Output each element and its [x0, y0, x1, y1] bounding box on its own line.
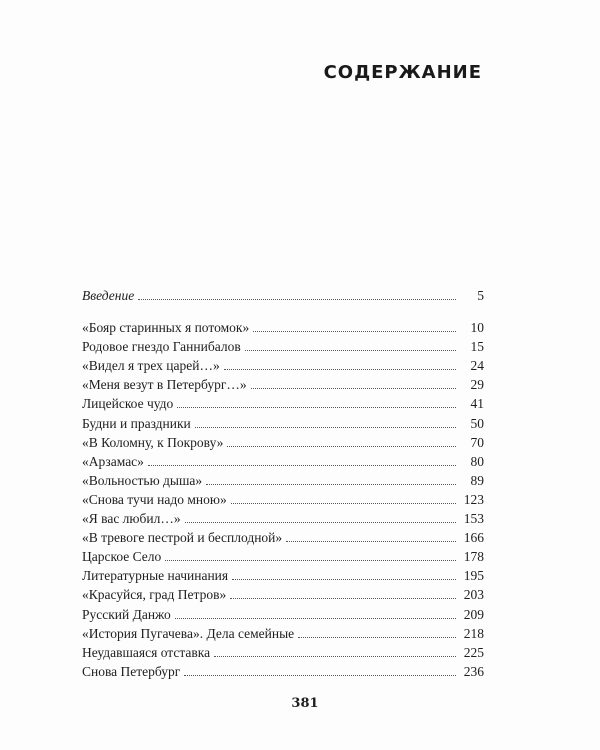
dot-leader: [245, 350, 456, 351]
toc-entry-label: «В Коломну, к Покрову»: [82, 434, 224, 450]
toc-entry-label: «Видел я трех царей…»: [82, 358, 220, 374]
toc-entry: [82, 605, 484, 624]
toc-entry-page: 70: [470, 434, 484, 450]
table-of-contents: [82, 286, 484, 681]
toc-entry-page: 41: [470, 396, 484, 412]
dot-leader: [253, 331, 456, 332]
toc-entry: [82, 356, 484, 375]
toc-entry: [82, 414, 484, 433]
toc-entry-page: 80: [470, 453, 484, 469]
toc-entry-page: 225: [463, 644, 484, 660]
dot-leader: [175, 618, 456, 619]
dot-leader: [231, 503, 456, 504]
dot-leader: [165, 560, 456, 561]
toc-entry: [82, 375, 484, 394]
toc-entry: [82, 318, 484, 337]
dot-leader: [138, 299, 456, 300]
toc-entry-label: «Я вас любил…»: [82, 511, 181, 527]
toc-entry-intro: [82, 286, 484, 305]
toc-entry-label: Снова Петербург: [82, 663, 181, 679]
toc-entry: [82, 528, 484, 547]
toc-entry-page: 153: [463, 511, 484, 527]
toc-entry: [82, 566, 484, 585]
toc-entry: [82, 433, 484, 452]
toc-entry-label: «Красуйся, град Петров»: [82, 587, 227, 603]
dot-leader: [298, 637, 456, 638]
dot-leader: [148, 465, 456, 466]
toc-entry-label: «Снова тучи надо мною»: [82, 491, 227, 507]
toc-entry-page: 178: [463, 549, 484, 565]
toc-entry-label: Лицейское чудо: [82, 396, 174, 412]
toc-entry-page: 123: [463, 491, 484, 507]
toc-entry-label: Введение: [82, 288, 135, 303]
toc-entry-page: 203: [463, 587, 484, 603]
dot-leader: [214, 656, 456, 657]
toc-entry-label: «Вольностью дыша»: [82, 472, 203, 488]
page-number: 381: [291, 696, 319, 711]
toc-entry-label: Литературные начинания: [82, 568, 229, 584]
toc-entry-label: Родовое гнездо Ганнибалов: [82, 339, 241, 355]
toc-entry-page: 10: [470, 320, 484, 336]
toc-entry: [82, 662, 484, 681]
toc-entry-page: 5: [477, 288, 484, 303]
toc-entry-label: Царское Село: [82, 549, 162, 565]
toc-entry: [82, 337, 484, 356]
toc-entry-label: Русский Данжо: [82, 606, 171, 622]
toc-entry-label: «Бояр старинных я потомок»: [82, 320, 250, 336]
toc-entry: [82, 394, 484, 413]
page-title: СОДЕРЖАНИЕ: [323, 62, 482, 83]
dot-leader: [251, 388, 456, 389]
toc-entry-label: «Арзамас»: [82, 453, 144, 469]
toc-entry-label: «Меня везут в Петербург…»: [82, 377, 247, 393]
dot-leader: [230, 598, 456, 599]
dot-leader: [232, 579, 456, 580]
dot-leader: [177, 407, 456, 408]
toc-entry-page: 236: [463, 663, 484, 679]
toc-entry-page: 89: [470, 472, 484, 488]
toc-entry-page: 166: [463, 530, 484, 546]
toc-entry: [82, 585, 484, 604]
toc-entry-page: 24: [470, 358, 484, 374]
toc-entry: [82, 643, 484, 662]
toc-entry-label: «В тревоге пестрой и бесплодной»: [82, 530, 283, 546]
toc-entry-page: 218: [463, 625, 484, 641]
toc-entry-label: «История Пугачева». Дела семейные: [82, 625, 295, 641]
toc-entry-label: Неудавшаяся отставка: [82, 644, 211, 660]
toc-entry-page: 195: [463, 568, 484, 584]
toc-entry-page: 29: [470, 377, 484, 393]
toc-entry: [82, 624, 484, 643]
toc-entry-label: Будни и праздники: [82, 415, 191, 431]
toc-entry-page: 209: [463, 606, 484, 622]
dot-leader: [185, 522, 456, 523]
dot-leader: [227, 446, 456, 447]
dot-leader: [195, 427, 456, 428]
toc-entry: [82, 490, 484, 509]
toc-entry: [82, 471, 484, 490]
toc-entry: [82, 509, 484, 528]
dot-leader: [286, 541, 456, 542]
dot-leader: [206, 484, 456, 485]
toc-entry: [82, 452, 484, 471]
dot-leader: [184, 675, 456, 676]
dot-leader: [224, 369, 456, 370]
toc-entry: [82, 547, 484, 566]
toc-entry-page: 15: [470, 339, 484, 355]
toc-entry-page: 50: [470, 415, 484, 431]
